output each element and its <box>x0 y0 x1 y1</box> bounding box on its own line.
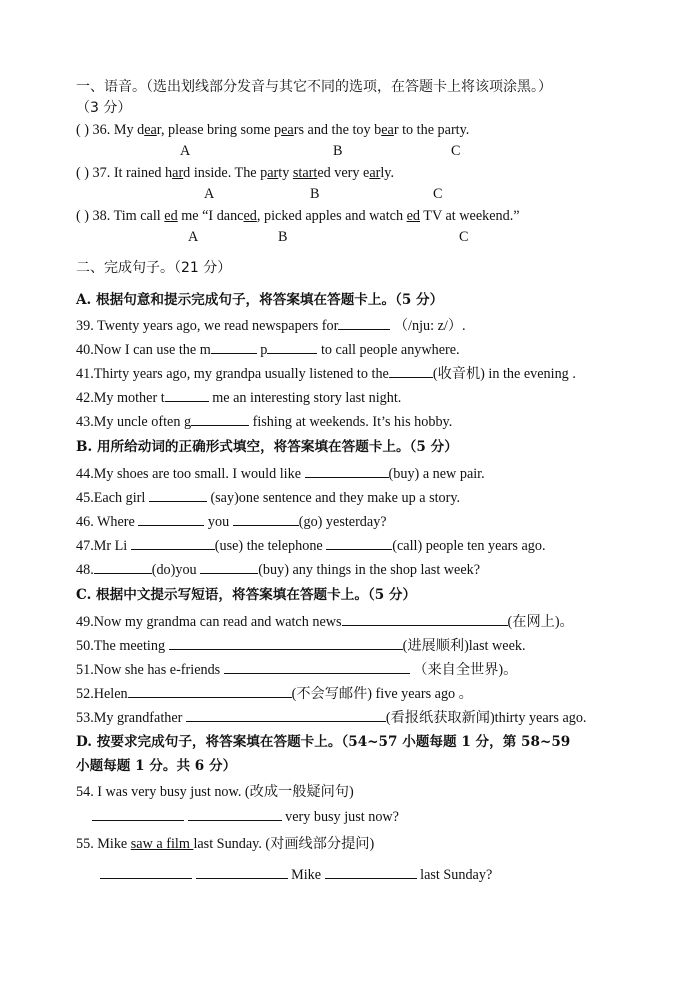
answer-blank[interactable] <box>169 636 403 650</box>
option-b[interactable]: B <box>278 229 288 245</box>
option-a[interactable]: A <box>188 229 199 245</box>
part-c-heading: C. 根据中文提示写短语，将答案填在答题卡上。（5 分） <box>76 587 417 603</box>
answer-blank[interactable] <box>188 807 282 821</box>
part-a-heading: A. 根据句意和提示完成句子，将答案填在答题卡上。（5 分） <box>76 292 444 308</box>
section2-heading: 二、完成句子。（21 分） <box>76 260 232 276</box>
option-c[interactable]: C <box>451 143 461 159</box>
part-d-heading-cont: 小题每题 1 分。共 6 分） <box>76 758 237 774</box>
question-46: 46. Where you (go) yesterday? <box>76 514 387 530</box>
answer-blank[interactable] <box>326 536 392 550</box>
question-39: 39. Twenty years ago, we read newspapers for （/nju: z/）. <box>76 318 466 334</box>
answer-blank[interactable] <box>131 536 215 550</box>
option-b[interactable]: B <box>333 143 343 159</box>
question-52: 52.Helen (不会写邮件) five years ago 。 <box>76 686 473 702</box>
question-54-answer: very busy just now? <box>92 807 639 826</box>
part-b-heading: B. 用所给动词的正确形式填空，将答案填在答题卡上。（5 分） <box>76 439 458 455</box>
option-a[interactable]: A <box>204 186 215 202</box>
answer-blank[interactable] <box>338 316 390 330</box>
answer-blank[interactable] <box>128 684 292 698</box>
answer-blank[interactable] <box>389 364 433 378</box>
answer-blank[interactable] <box>342 612 508 626</box>
option-c[interactable]: C <box>433 186 443 202</box>
answer-blank[interactable] <box>224 660 410 674</box>
answer-blank[interactable] <box>138 512 204 526</box>
answer-blank[interactable] <box>149 488 207 502</box>
option-a[interactable]: A <box>180 143 191 159</box>
question-37: ( ) 37. It rained hard inside. The party started very early. <box>76 165 395 181</box>
option-c[interactable]: C <box>459 229 469 245</box>
question-49: 49.Now my grandma can read and watch news (在网上)。 <box>76 614 574 630</box>
question-36: ( ) 36. My dear, please bring some pears and the toy bear to the party. <box>76 122 470 138</box>
answer-blank[interactable] <box>165 388 209 402</box>
answer-blank[interactable] <box>305 464 389 478</box>
answer-blank[interactable] <box>186 708 386 722</box>
question-45: 45.Each girl (say)one sentence and they make up a story. <box>76 490 461 506</box>
question-38: ( ) 38. Tim call ed me “I danced, picked apples and watch ed TV at weekend.” <box>76 208 520 224</box>
answer-blank[interactable] <box>200 560 258 574</box>
question-55: 55. Mike saw a film last Sunday. (对画线部分提问) <box>76 836 375 852</box>
question-50: 50.The meeting (进展顺利)last week. <box>76 638 526 654</box>
question-41: 41.Thirty years ago, my grandpa usually listened to the (收音机) in the evening . <box>76 366 576 382</box>
question-48: 48. (do)you (buy) any things in the shop last week? <box>76 562 481 578</box>
question-54: 54. I was very busy just now. (改成一般疑问句) <box>76 784 354 800</box>
answer-blank[interactable] <box>92 807 184 821</box>
question-47: 47.Mr Li (use) the telephone (call) people ten years ago. <box>76 538 546 554</box>
answer-blank[interactable] <box>211 340 257 354</box>
part-d-heading: D. 按要求完成句子，将答案填在答题卡上。（54~57 小题每题 1 分，第 58~59 <box>76 734 571 750</box>
question-40: 40.Now I can use the m p to call people anywhere. <box>76 342 460 358</box>
question-42: 42.My mother t me an interesting story last night. <box>76 390 402 406</box>
question-51: 51.Now she has e-friends （来自全世界)。 <box>76 662 518 678</box>
answer-blank[interactable] <box>191 412 249 426</box>
section1-score: （3 分） <box>76 100 132 116</box>
answer-blank[interactable] <box>267 340 317 354</box>
answer-blank[interactable] <box>233 512 299 526</box>
question-53: 53.My grandfather (看报纸获取新闻)thirty years ago. <box>76 710 587 726</box>
question-55-answer: Mike last Sunday? <box>100 865 639 884</box>
answer-blank[interactable] <box>196 865 288 879</box>
answer-blank[interactable] <box>325 865 417 879</box>
section1-heading: 一、语音。（选出划线部分发音与其它不同的选项，在答题卡上将该项涂黑。） <box>76 79 552 95</box>
question-43: 43.My uncle often g fishing at weekends. It’s his hobby. <box>76 414 453 430</box>
answer-blank[interactable] <box>100 865 192 879</box>
question-44: 44.My shoes are too small. I would like (buy) a new pair. <box>76 466 485 482</box>
option-b[interactable]: B <box>310 186 320 202</box>
answer-blank[interactable] <box>94 560 152 574</box>
